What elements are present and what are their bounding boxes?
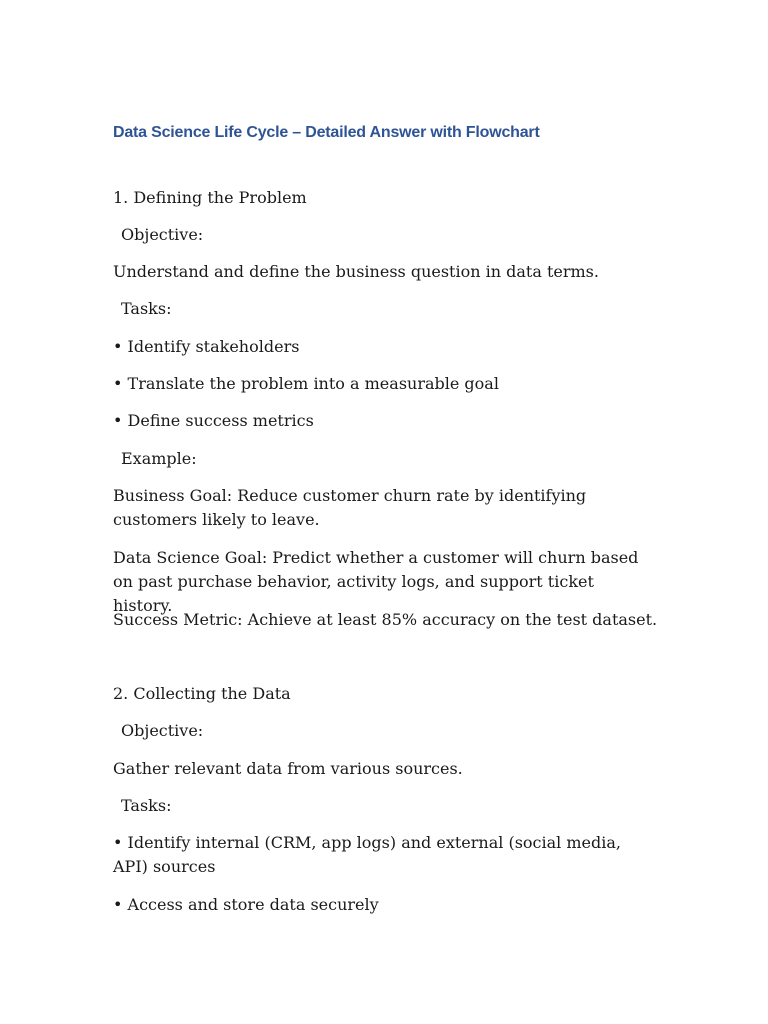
section-1-example-data-science-goal: Data Science Goal: Predict whether a customer will churn based on past purchase behavior, activity logs, and support ticket history.: [113, 548, 639, 615]
section-2-task-item: • Access and store data securely: [113, 895, 379, 914]
section-1-objective-label: Objective:: [121, 225, 204, 244]
section-1-example-success-metric: Success Metric: Achieve at least 85% accuracy on the test dataset.: [113, 610, 658, 629]
section-1-tasks-label: Tasks:: [121, 299, 172, 318]
section-2-task-item: • Identify internal (CRM, app logs) and external (social media, API) sources: [113, 833, 621, 876]
section-1-example-business-goal: Business Goal: Reduce customer churn rate by identifying customers likely to leave.: [113, 486, 587, 529]
section-2-tasks-label: Tasks:: [121, 796, 172, 815]
section-1-objective-text: Understand and define the business question in data terms.: [113, 262, 599, 281]
document-title: Data Science Life Cycle – Detailed Answer with Flowchart: [113, 124, 540, 141]
section-1-example-label: Example:: [121, 449, 197, 468]
section-1-heading: 1. Defining the Problem: [113, 188, 307, 207]
section-1-task-item: • Identify stakeholders: [113, 337, 300, 356]
section-2-objective-text: Gather relevant data from various sources.: [113, 759, 463, 778]
section-2-heading: 2. Collecting the Data: [113, 684, 291, 703]
section-2-objective-label: Objective:: [121, 721, 204, 740]
section-1-task-item: • Define success metrics: [113, 411, 314, 430]
section-1-task-item: • Translate the problem into a measurable goal: [113, 374, 499, 393]
